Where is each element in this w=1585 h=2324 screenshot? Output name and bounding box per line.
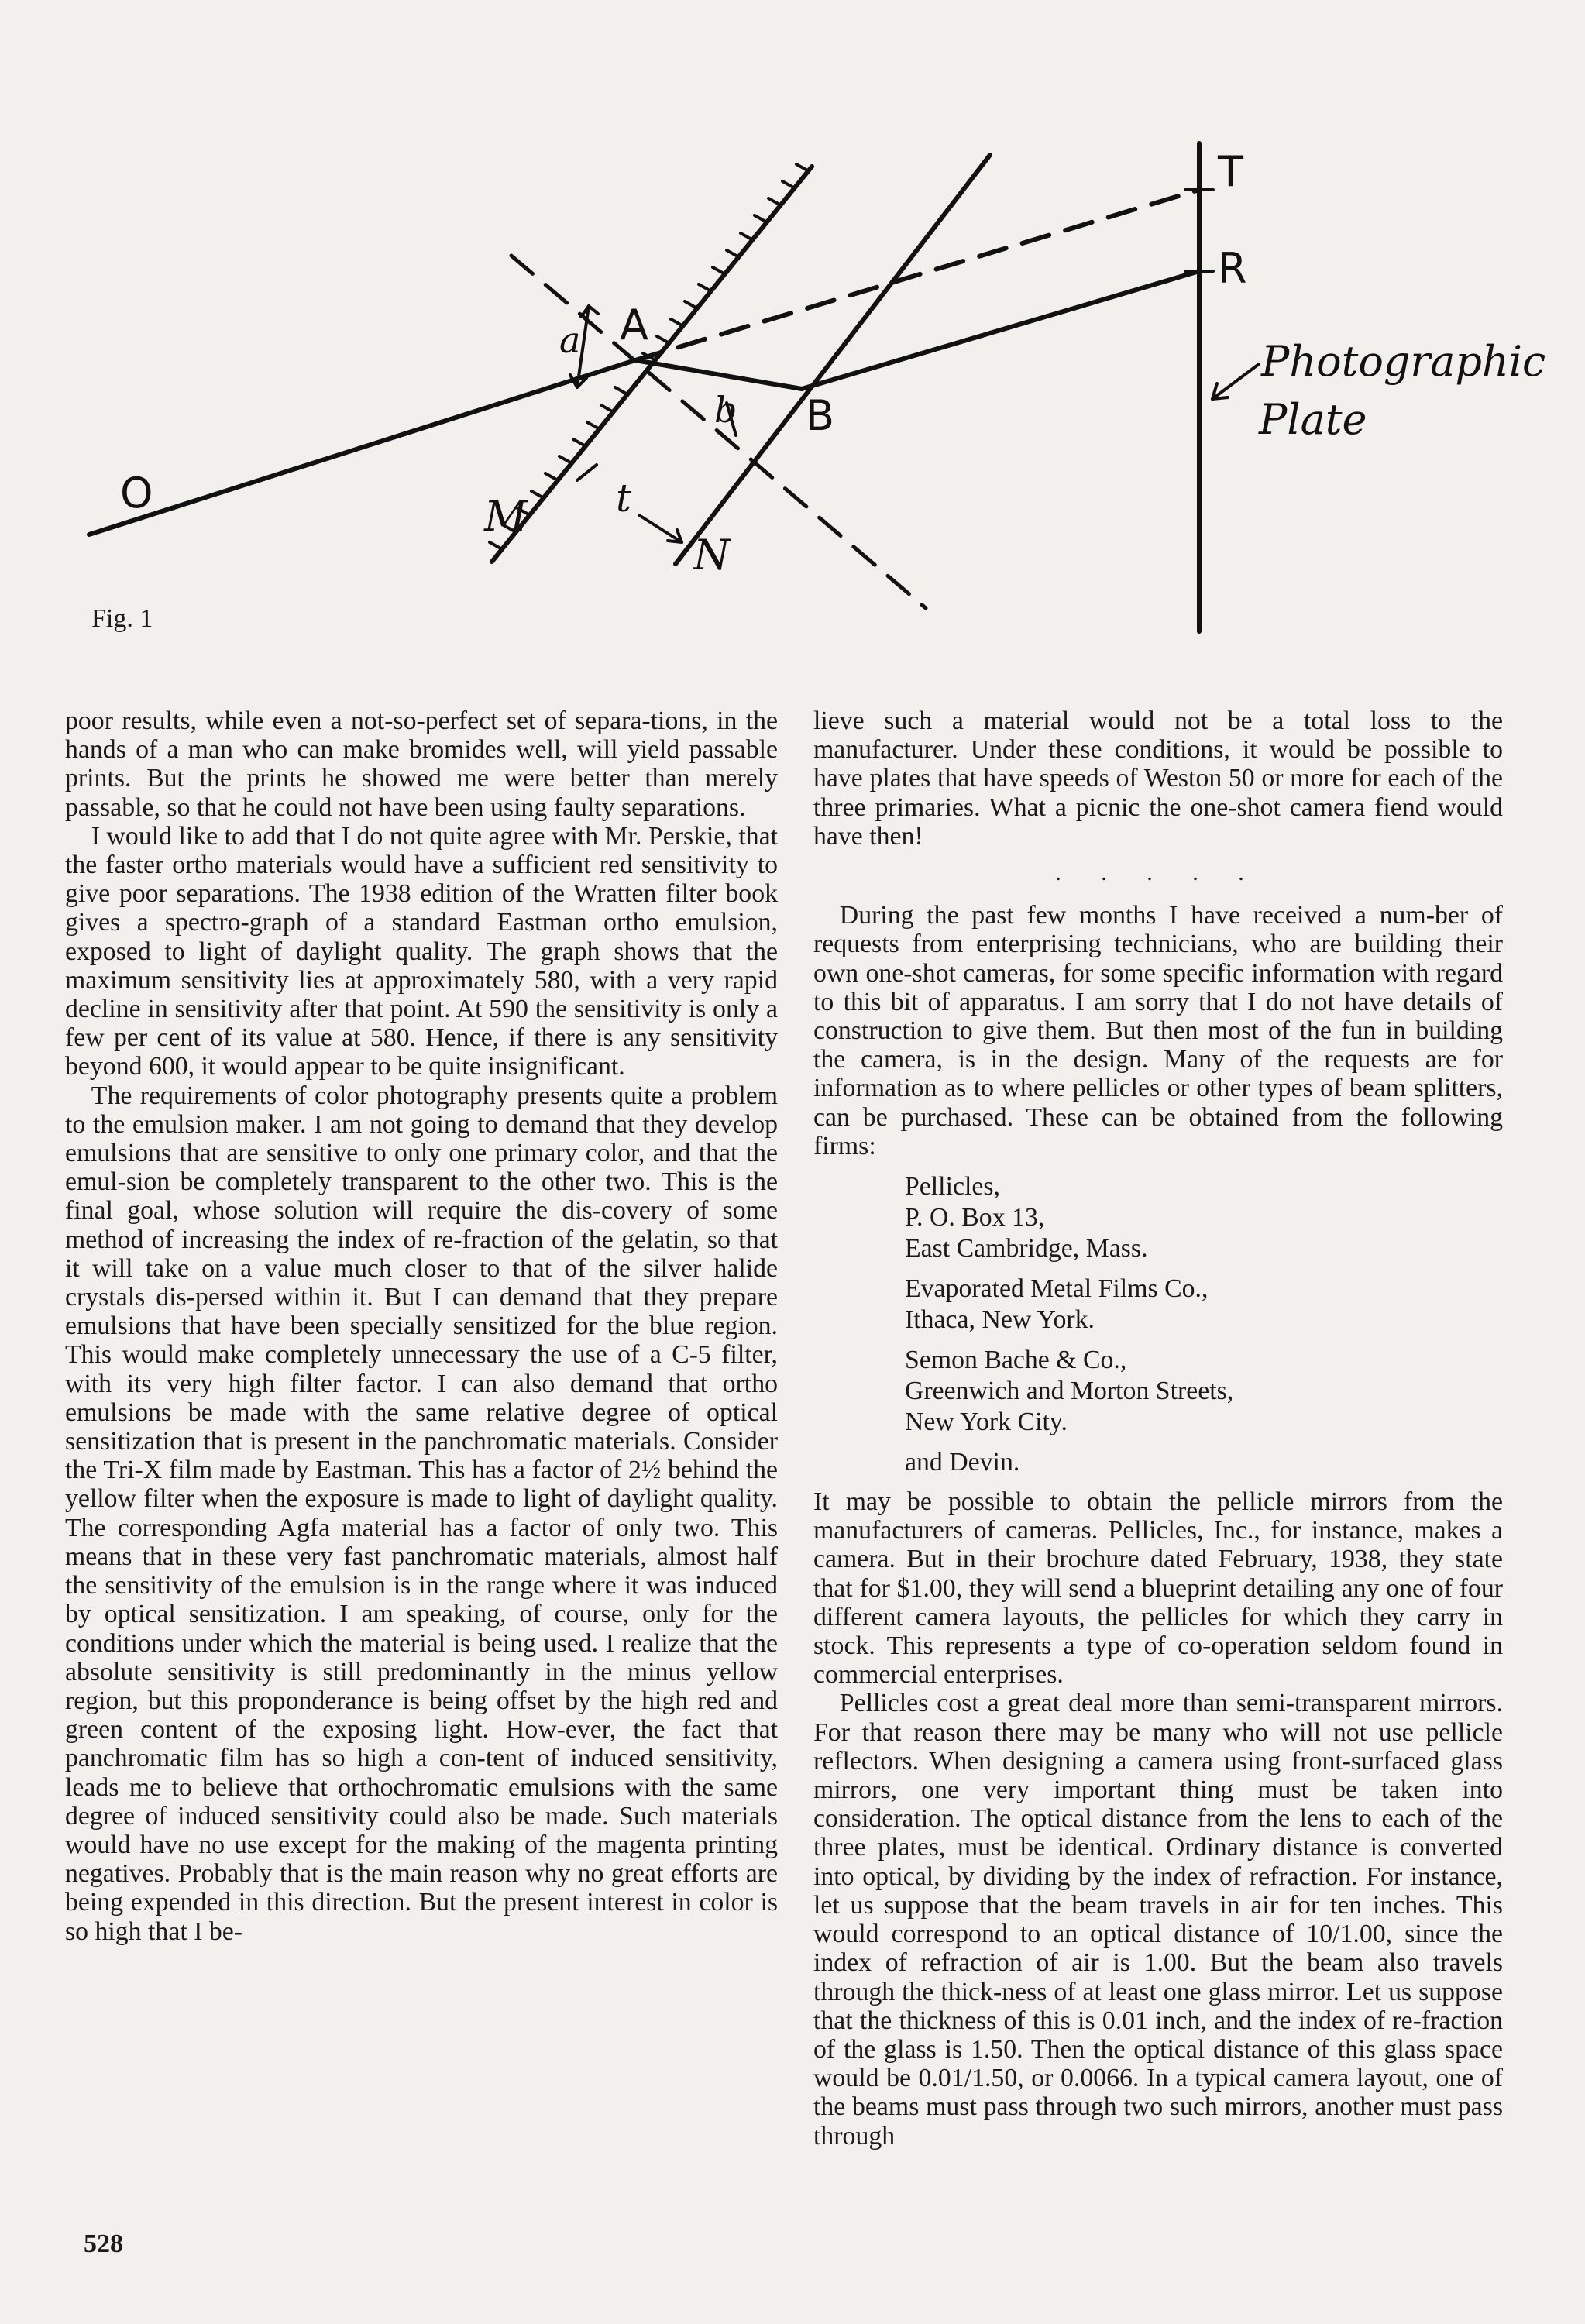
figure-1-diagram	[0, 0, 1585, 666]
firm-entry: Semon Bache & Co., Greenwich and Morton Streets, New York City.	[905, 1346, 1234, 1437]
left-column	[65, 706, 778, 1946]
firm-entry: Pellicles, P. O. Box 13, East Cambridge, Mass.	[905, 1172, 1148, 1263]
left-paragraph-2: I would like to add that I do not quite agree with Mr. Perskie, that the faster ortho materials would have a sufficient red sensitivity to give poor separations. The 1938 edition of the Wratten filter book gives a spectro-graph of a standard Eastman ortho emulsion, exposed to light of daylight quality. The graph shows that the maximum sensitivity lies at approximately 580, with a very rapid decline in sensitivity after that point. At 590 the sensitivity is only a few per cent of its value at 580. Hence, if there is any sensitivity beyond 600, it would appear to be quite insignificant.	[65, 821, 778, 1081]
right-paragraph-2: During the past few months I have received a num-ber of requests from enterprising technicians, who are building their own one-shot cameras, for some specific information with regard to this bit of apparatus. I am sorry that I do not have details of construction to give them. But then most of the fun in building the camera, is in the design. Many of the requests are for information as to where pellicles or other types of beam splitters, can be purchased. These can be obtained from the following firms:	[813, 901, 1503, 1160]
firm-list	[905, 1171, 1503, 1478]
mirror-front-surface	[492, 167, 812, 562]
left-paragraph-3: The requirements of color photography presents quite a problem to the emulsion maker. I am not going to demand that they develop emulsions that are sensitive to only one primary color, and that the emul-sion be completely transparent to the other two. This is the final goal, whose solution will require the dis-covery of some method of increasing the index of re-fraction of the gelatin, so that it will take on a value much closer to that of the silver halide crystals dis-persed within it. But I can demand that they prepare emulsions that have been specially sensitized for the blue region. This would make completely unnecessary the use of a C-5 filter, with its very high filter factor. I can also demand that ortho emulsions be made with the same relative degree of optical sensitization that is present in the panchromatic materials. Consider the Tri-X film made by Eastman. This has a factor of 2½ behind the yellow filter when the exposure is made to light of daylight quality. The corresponding Agfa material has a factor of only two. This means that in these very fast panchromatic materials, almost half the sensitivity of the emulsion is in the range where it was induced by optical sensitization. I am speaking, of course, only for the conditions under which the material is being used. I realize that the absolute sensitivity is still predominantly in the minus yellow region, but this proponderance is being offset by the high red and green content of the exposing light. How-ever, the fact that panchromatic film has so high a con-tent of induced sensitivity, leads me to believe that orthochromatic emulsions with the same degree of induced sensitivity could also be made. Such materials would have no use except for the making of the magenta printing negatives. Probably that is the main reason why no great efforts are being expended in this direction. But the present interest in color is so high that I be-	[65, 1081, 778, 1946]
mirror-hatching	[490, 164, 809, 549]
right-paragraph-1: lieve such a material would not be a total loss to the manufacturer. Under these conditions, it would be possible to have plates that have speeds of Weston 50 or more for each of the three primaries. What a picnic the one-shot camera fiend would have then!	[813, 706, 1503, 851]
mirror-back-surface	[676, 155, 990, 564]
ray-b-r	[802, 271, 1199, 389]
ray-a-t-dashed	[635, 190, 1199, 360]
label-a: A	[620, 301, 648, 349]
label-angle-b: b	[714, 389, 737, 431]
label-n: N	[693, 531, 731, 579]
firm-entry: Evaporated Metal Films Co., Ithaca, New York.	[905, 1274, 1209, 1335]
right-paragraph-3: It may be possible to obtain the pellicle mirrors from the manufacturers of cameras. Pellicles, Inc., for instance, makes a camera. But in their brochure dated February, 1938, they state that for $1.00, they will send a blueprint detailing any one of four different camera layouts, the pellicles for which they carry in stock. This represents a type of co-operation seldom found in commercial enterprises.	[813, 1487, 1503, 1690]
plate-pointer-arrow	[1212, 364, 1259, 399]
label-photographic: Photographic	[1261, 337, 1546, 386]
label-plate: Plate	[1259, 395, 1367, 444]
figure-caption: Fig. 1	[91, 604, 153, 633]
left-paragraph-1: poor results, while even a not-so-perfect set of separa-tions, in the hands of a man who can make bromides well, will yield passable prints. But the prints he showed me were better than merely passable, so that he could not have been using faulty separations.	[65, 706, 778, 822]
right-paragraph-4: Pellicles cost a great deal more than semi-transparent mirrors. For that reason there may be many who will not use pellicle reflectors. When designing a camera using front-surfaced glass mirrors, one very important thing must be taken into consideration. The optical distance from the lens to each of the three plates, must be identical. Ordinary distance is converted into optical, by dividing by the index of refraction. For instance, let us suppose that the beam travels in air for ten inches. This would correspond to an optical distance of 10/1.00, since the index of refraction of air is 1.00. But the beam also travels through the thick-ness of at least one glass mirror. Let us suppose that the thickness of this is 0.01 inch, and the index of re-fraction of the glass is 1.50. Then the optical distance of this glass space would be 0.01/1.50, or 0.0066. In a typical camera layout, one of the beams must pass through two such mirrors, another must pass through	[813, 1689, 1503, 2150]
label-b: B	[806, 391, 835, 440]
label-thickness-t: t	[616, 476, 632, 521]
ray-o-a	[89, 360, 635, 535]
thickness-arrow-left	[577, 465, 597, 480]
right-column	[813, 706, 1503, 2150]
section-separator: . . . . .	[1055, 860, 1261, 886]
label-t: T	[1218, 147, 1243, 196]
label-r: R	[1218, 244, 1247, 293]
page-number: 528	[84, 2229, 123, 2258]
label-m: M	[484, 492, 528, 541]
firm-entry: and Devin.	[905, 1448, 1020, 1477]
label-o: O	[120, 469, 153, 517]
label-angle-a: a	[559, 319, 581, 361]
thickness-arrow-right	[639, 515, 682, 542]
